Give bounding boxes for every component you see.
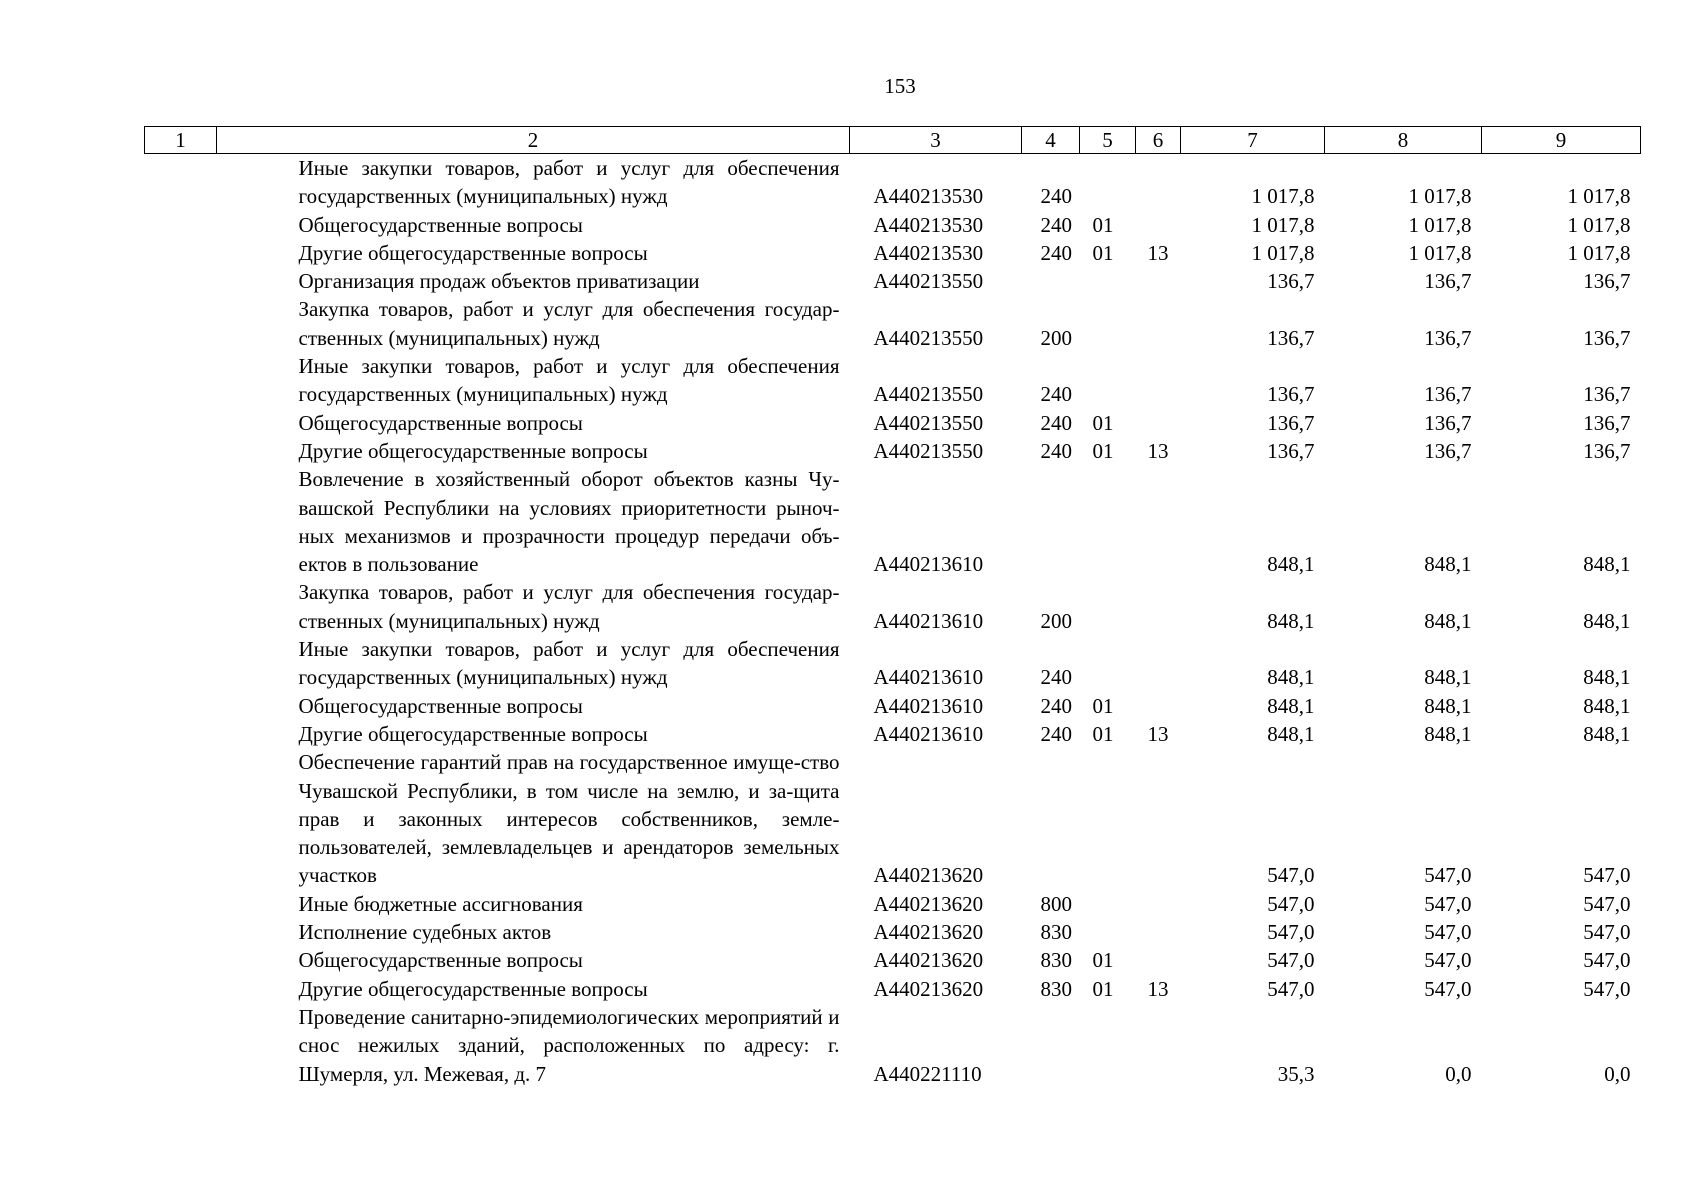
amount-year3-cell: 0,0 <box>1604 1061 1631 1086</box>
row-number-cell <box>145 352 217 409</box>
row-number-cell <box>145 578 217 635</box>
amount-year3-cell: 136,7 <box>1583 325 1631 350</box>
expense-type-cell <box>1022 1003 1080 1088</box>
row-name-cell: Иные закупки товаров, работ и услуг для обеспечения государственных (муниципальных) нужд <box>298 637 840 690</box>
section-cell: 01 <box>1092 948 1114 973</box>
amount-year1-cell: 136,7 <box>1267 410 1315 435</box>
subsection-cell <box>1136 692 1181 720</box>
amount-year1-cell: 35,3 <box>1277 1061 1315 1086</box>
amount-year2-cell: 848,1 <box>1424 693 1472 718</box>
amount-year3-cell: 848,1 <box>1583 665 1631 690</box>
amount-year2-cell: 547,0 <box>1424 891 1472 916</box>
section-cell <box>1080 154 1136 211</box>
amount-year3-cell: 1 017,8 <box>1567 184 1631 209</box>
amount-year2-cell: 547,0 <box>1424 976 1472 1001</box>
row-name-cell: Другие общегосударственные вопросы <box>298 438 648 463</box>
subsection-cell <box>1136 211 1181 239</box>
subsection-cell <box>1136 578 1181 635</box>
row-name-cell: Общегосударственные вопросы <box>298 212 583 237</box>
amount-year3-cell: 547,0 <box>1583 863 1631 888</box>
subsection-cell <box>1136 352 1181 409</box>
section-cell: 01 <box>1092 976 1114 1001</box>
table-row <box>145 352 1641 409</box>
amount-year1-cell: 136,7 <box>1267 325 1315 350</box>
table-row <box>145 890 1641 918</box>
subsection-cell: 13 <box>1147 438 1169 463</box>
target-article-code-cell: А440213610 <box>873 693 984 718</box>
table-row <box>145 437 1641 465</box>
section-cell: 01 <box>1092 438 1114 463</box>
expense-type-cell: 240 <box>1040 438 1072 463</box>
subsection-cell <box>1136 946 1181 974</box>
table-row <box>145 267 1641 295</box>
amount-year3-cell: 547,0 <box>1583 891 1631 916</box>
section-cell: 01 <box>1092 410 1114 435</box>
column-header-2: 2 <box>217 127 850 154</box>
amount-year2-cell: 547,0 <box>1424 920 1472 945</box>
subsection-cell: 13 <box>1147 976 1169 1001</box>
row-name-cell: Общегосударственные вопросы <box>298 693 583 718</box>
amount-year3-cell: 136,7 <box>1583 382 1631 407</box>
table-row <box>145 211 1641 239</box>
row-name-cell: Закупка товаров, работ и услуг для обеспечения государ-ственных (муниципальных) нужд <box>298 297 840 350</box>
section-cell <box>1080 352 1136 409</box>
row-name-cell: Обеспечение гарантий прав на государственное имуще-ство Чувашской Республики, в том числе на землю, и за-щита прав и законных интересов собственников, земле-пользователей, землевладельцев и арендаторов земельных участков <box>298 750 840 888</box>
amount-year3-cell: 547,0 <box>1583 976 1631 1001</box>
amount-year2-cell: 848,1 <box>1424 608 1472 633</box>
amount-year2-cell: 848,1 <box>1424 665 1472 690</box>
target-article-code-cell: А440221110 <box>873 1061 982 1086</box>
expense-type-cell <box>1022 465 1080 578</box>
section-cell <box>1080 295 1136 352</box>
subsection-cell <box>1136 409 1181 437</box>
row-number-cell <box>145 437 217 465</box>
target-article-code-cell: А440213550 <box>873 410 984 435</box>
amount-year3-cell: 848,1 <box>1583 721 1631 746</box>
row-name-cell: Организация продаж объектов приватизации <box>298 269 700 294</box>
column-header-1: 1 <box>145 127 217 154</box>
subsection-cell <box>1136 748 1181 889</box>
subsection-cell <box>1136 918 1181 946</box>
target-article-code-cell: А440213610 <box>873 608 984 633</box>
subsection-cell <box>1136 1003 1181 1088</box>
row-number-cell <box>145 154 217 211</box>
row-number-cell <box>145 211 217 239</box>
amount-year3-cell: 1 017,8 <box>1567 240 1631 265</box>
section-cell <box>1080 578 1136 635</box>
row-name-cell: Общегосударственные вопросы <box>298 410 583 435</box>
row-name-cell: Общегосударственные вопросы <box>298 948 583 973</box>
subsection-cell <box>1136 890 1181 918</box>
amount-year3-cell: 848,1 <box>1583 552 1631 577</box>
amount-year1-cell: 848,1 <box>1267 665 1315 690</box>
target-article-code-cell: А440213550 <box>873 325 984 350</box>
target-article-code-cell: А440213620 <box>873 863 984 888</box>
amount-year1-cell: 1 017,8 <box>1251 184 1315 209</box>
table-row <box>145 748 1641 889</box>
table-row <box>145 918 1641 946</box>
column-header-9: 9 <box>1482 127 1641 154</box>
table-row <box>145 295 1641 352</box>
target-article-code-cell: А440213620 <box>873 948 984 973</box>
row-number-cell <box>145 946 217 974</box>
table-row <box>145 578 1641 635</box>
amount-year1-cell: 547,0 <box>1267 976 1315 1001</box>
expense-type-cell: 830 <box>1040 920 1072 945</box>
table-row <box>145 692 1641 720</box>
target-article-code-cell: А440213610 <box>873 552 984 577</box>
amount-year2-cell: 848,1 <box>1424 552 1472 577</box>
row-name-cell: Другие общегосударственные вопросы <box>298 976 648 1001</box>
column-header-7: 7 <box>1181 127 1325 154</box>
amount-year3-cell: 136,7 <box>1583 438 1631 463</box>
row-number-cell <box>145 918 217 946</box>
amount-year1-cell: 136,7 <box>1267 438 1315 463</box>
subsection-cell <box>1136 267 1181 295</box>
row-name-cell: Иные закупки товаров, работ и услуг для обеспечения государственных (муниципальных) нужд <box>298 156 840 209</box>
section-cell <box>1080 465 1136 578</box>
row-name-cell: Вовлечение в хозяйственный оборот объектов казны Чу-вашской Республики на условиях приоритетности рыноч-ных механизмов и прозрачности процедур передачи объ-ектов в пользование <box>298 467 840 577</box>
row-name-cell: Иные бюджетные ассигнования <box>298 891 583 916</box>
row-name-cell: Закупка товаров, работ и услуг для обеспечения государ-ственных (муниципальных) нужд <box>298 580 840 633</box>
subsection-cell <box>1136 154 1181 211</box>
expense-type-cell: 800 <box>1040 891 1072 916</box>
amount-year2-cell: 1 017,8 <box>1408 212 1472 237</box>
expense-type-cell <box>1022 267 1080 295</box>
target-article-code-cell: А440213550 <box>873 438 984 463</box>
amount-year1-cell: 1 017,8 <box>1251 240 1315 265</box>
amount-year2-cell: 136,7 <box>1424 269 1472 294</box>
row-name-cell: Проведение санитарно-эпидемиологических мероприятий и снос нежилых зданий, расположенных по адресу: г. Шумерля, ул. Межевая, д. 7 <box>298 1004 840 1086</box>
amount-year1-cell: 848,1 <box>1267 721 1315 746</box>
amount-year2-cell: 547,0 <box>1424 863 1472 888</box>
table-row <box>145 1003 1641 1088</box>
section-cell: 01 <box>1092 240 1114 265</box>
amount-year1-cell: 136,7 <box>1267 382 1315 407</box>
row-number-cell <box>145 748 217 889</box>
target-article-code-cell: А440213620 <box>873 891 984 916</box>
header-row <box>145 127 1641 154</box>
row-number-cell <box>145 239 217 267</box>
row-number-cell <box>145 975 217 1003</box>
target-article-code-cell: А440213610 <box>873 665 984 690</box>
amount-year3-cell: 547,0 <box>1583 948 1631 973</box>
amount-year1-cell: 547,0 <box>1267 891 1315 916</box>
amount-year2-cell: 136,7 <box>1424 382 1472 407</box>
table-row <box>145 975 1641 1003</box>
target-article-code-cell: А440213530 <box>873 212 984 237</box>
target-article-code-cell: А440213610 <box>873 721 984 746</box>
table-header <box>145 127 1641 154</box>
amount-year1-cell: 547,0 <box>1267 948 1315 973</box>
target-article-code-cell: А440213530 <box>873 184 984 209</box>
row-number-cell <box>145 635 217 692</box>
table-row <box>145 239 1641 267</box>
page-number: 153 <box>884 74 916 98</box>
amount-year3-cell: 848,1 <box>1583 608 1631 633</box>
row-number-cell <box>145 720 217 748</box>
amount-year3-cell: 547,0 <box>1583 920 1631 945</box>
subsection-cell <box>1136 295 1181 352</box>
section-cell <box>1080 918 1136 946</box>
amount-year2-cell: 1 017,8 <box>1408 184 1472 209</box>
amount-year1-cell: 547,0 <box>1267 863 1315 888</box>
budget-table <box>144 126 1641 1088</box>
expense-type-cell: 240 <box>1040 184 1072 209</box>
amount-year2-cell: 136,7 <box>1424 438 1472 463</box>
subsection-cell: 13 <box>1147 721 1169 746</box>
expense-type-cell: 830 <box>1040 948 1072 973</box>
table-row <box>145 154 1641 211</box>
table-row <box>145 465 1641 578</box>
row-number-cell <box>145 465 217 578</box>
expense-type-cell: 240 <box>1040 693 1072 718</box>
table-row <box>145 720 1641 748</box>
column-header-5: 5 <box>1080 127 1136 154</box>
column-header-8: 8 <box>1325 127 1482 154</box>
target-article-code-cell: А440213550 <box>873 269 984 294</box>
amount-year1-cell: 547,0 <box>1267 920 1315 945</box>
amount-year3-cell: 136,7 <box>1583 269 1631 294</box>
column-header-3: 3 <box>850 127 1022 154</box>
expense-type-cell: 200 <box>1040 325 1072 350</box>
expense-type-cell: 830 <box>1040 976 1072 1001</box>
row-number-cell <box>145 409 217 437</box>
row-name-cell: Исполнение судебных актов <box>298 920 552 945</box>
subsection-cell: 13 <box>1147 240 1169 265</box>
expense-type-cell: 240 <box>1040 212 1072 237</box>
section-cell: 01 <box>1092 693 1114 718</box>
amount-year2-cell: 848,1 <box>1424 721 1472 746</box>
section-cell: 01 <box>1092 212 1114 237</box>
amount-year3-cell: 848,1 <box>1583 693 1631 718</box>
section-cell <box>1080 1003 1136 1088</box>
row-number-cell <box>145 295 217 352</box>
column-header-4: 4 <box>1022 127 1080 154</box>
expense-type-cell: 240 <box>1040 382 1072 407</box>
target-article-code-cell: А440213550 <box>873 382 984 407</box>
target-article-code-cell: А440213620 <box>873 976 984 1001</box>
table-row <box>145 946 1641 974</box>
expense-type-cell: 240 <box>1040 721 1072 746</box>
amount-year1-cell: 136,7 <box>1267 269 1315 294</box>
section-cell <box>1080 635 1136 692</box>
expense-type-cell: 240 <box>1040 665 1072 690</box>
section-cell <box>1080 748 1136 889</box>
amount-year2-cell: 547,0 <box>1424 948 1472 973</box>
row-name-cell: Другие общегосударственные вопросы <box>298 721 648 746</box>
amount-year1-cell: 848,1 <box>1267 608 1315 633</box>
amount-year1-cell: 848,1 <box>1267 693 1315 718</box>
row-number-cell <box>145 267 217 295</box>
amount-year3-cell: 1 017,8 <box>1567 212 1631 237</box>
expense-type-cell <box>1022 748 1080 889</box>
table-row <box>145 635 1641 692</box>
subsection-cell <box>1136 465 1181 578</box>
row-name-cell: Другие общегосударственные вопросы <box>298 240 648 265</box>
table-body <box>145 154 1641 1088</box>
amount-year1-cell: 848,1 <box>1267 552 1315 577</box>
section-cell <box>1080 890 1136 918</box>
target-article-code-cell: А440213530 <box>873 240 984 265</box>
amount-year2-cell: 136,7 <box>1424 410 1472 435</box>
row-number-cell <box>145 692 217 720</box>
section-cell <box>1080 267 1136 295</box>
amount-year2-cell: 0,0 <box>1445 1061 1472 1086</box>
row-name-cell: Иные закупки товаров, работ и услуг для обеспечения государственных (муниципальных) нужд <box>298 354 840 407</box>
target-article-code-cell: А440213620 <box>873 920 984 945</box>
amount-year2-cell: 1 017,8 <box>1408 240 1472 265</box>
row-number-cell <box>145 1003 217 1088</box>
expense-type-cell: 200 <box>1040 608 1072 633</box>
column-header-6: 6 <box>1136 127 1181 154</box>
subsection-cell <box>1136 635 1181 692</box>
section-cell: 01 <box>1092 721 1114 746</box>
amount-year3-cell: 136,7 <box>1583 410 1631 435</box>
amount-year2-cell: 136,7 <box>1424 325 1472 350</box>
table-row <box>145 409 1641 437</box>
expense-type-cell: 240 <box>1040 410 1072 435</box>
expense-type-cell: 240 <box>1040 240 1072 265</box>
amount-year1-cell: 1 017,8 <box>1251 212 1315 237</box>
row-number-cell <box>145 890 217 918</box>
